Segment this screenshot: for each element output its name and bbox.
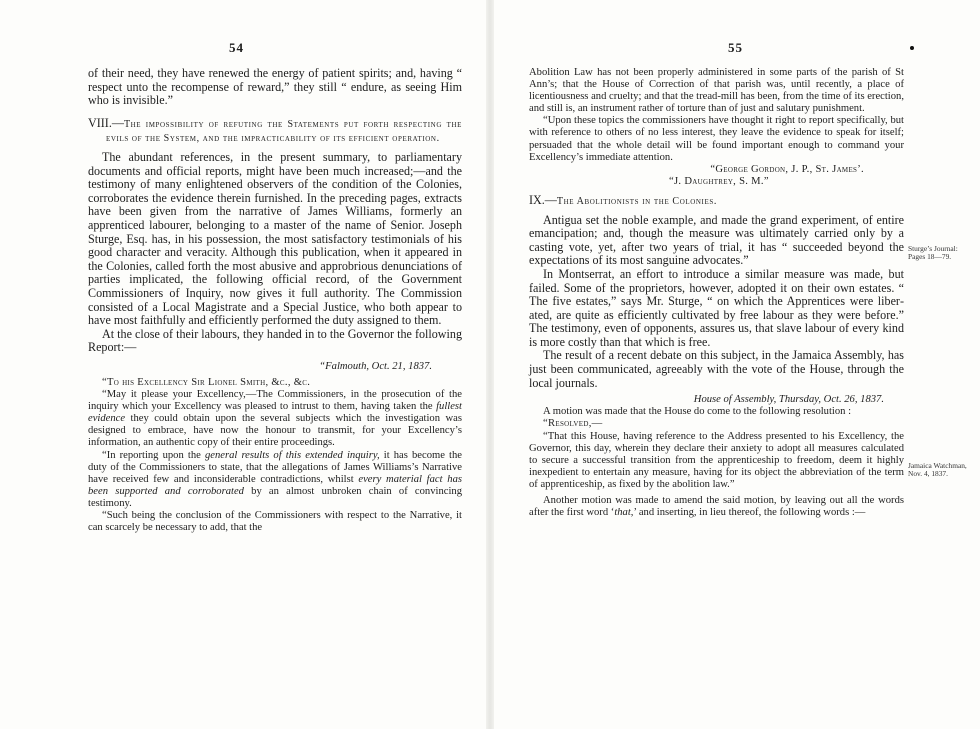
- body-paragraph: The result of a recent debate on this subject, in the Jamaica Assembly, has just been communicated, agreeably with the vote of the House, through the local journals.: [529, 348, 904, 390]
- letter-address: “To his Excellency Sir Lionel Smith, &c., &c.: [102, 376, 311, 388]
- text-run: they could obtain upon the several subjects which the investigation was designed to embrace, have now the honour to transmit, for your Excellency’s information, an authentic copy of their entire proceedings.: [88, 413, 462, 449]
- page-number: 55: [728, 40, 743, 55]
- right-page: [490, 0, 980, 729]
- section-number: VIII.—: [88, 115, 124, 130]
- emphasis: fullest evidence: [88, 401, 462, 425]
- section-heading-viii: [88, 117, 462, 146]
- motion-text: A motion was made that the House do come to the following resolution :: [543, 406, 852, 418]
- body-paragraph: At the close of their labours, they handed in to the Governor the following Report:—: [88, 326, 462, 355]
- letter-paragraph: “Such being the conclusion of the Commissioners with respect to the Narrative, it can scarcely be necessary to add, that the: [88, 510, 462, 534]
- right-text-column: [529, 67, 904, 519]
- body-paragraph: Antigua set the noble example, and made the grand experiment, of entire emancipation; and, though the measure was ultimately carried only by a casting vote, yet, after two years of trial, it has “ succeeded beyond the expectations of its most sanguine advocates.”: [529, 212, 904, 268]
- emphasis: every material fact has been supported and corroborated: [88, 473, 462, 497]
- section-title: The Abolitionists in the Colonies.: [556, 195, 717, 207]
- margin-note-sturge: Sturge’s Journal: Pages 18—79.: [908, 244, 958, 262]
- assembly-dateline: House of Assembly, Thursday, Oct. 26, 1837.: [693, 394, 884, 406]
- letter-continuation: Abolition Law has not been properly administered in some parts of the parish of St Ann’s; that the House of Correction of that parish was, until recently, a place of licentiousness and cruelty; and that the tread-mill has been, from the time of its erection, and still is, an instrument rather of torture than of just and salutary punishment.: [529, 67, 904, 115]
- letter-paragraph: [88, 450, 462, 510]
- section-number: IX.—: [529, 192, 557, 207]
- text-run: “May it please your Excellency,—The Commissioners, in the prosecution of the inquiry which your Excellency was pleased to intrust to them, having taken the: [88, 389, 462, 413]
- left-text-column: [88, 67, 462, 534]
- margin-note-watchman: Jamaica Watchman, Nov. 4, 1837.: [908, 461, 967, 479]
- amendment-text: [529, 495, 904, 519]
- opening-paragraph: of their need, they have renewed the energy of patient spirits; and, having “ respect unto the recompense of reward,” they still “ endure, as seeing Him who is invisible.”: [88, 66, 462, 108]
- letter-dateline: “Falmouth, Oct. 21, 1837.: [319, 360, 432, 372]
- body-paragraph: In Montserrat, an effort to introduce a similar measure was made, but failed. Some of the proprietors, however, adopted it on their own estates. “ The five estates,” says Mr. Sturge, “ on which the Apprentices were liberated, are quite as efficiently cultivated by free labour as they were before.” The testimony, even of opponents, assures us, that slave labour of every kind is more costly than that which is free.: [529, 266, 904, 349]
- emphasis: general results of this extended inquiry,: [204, 449, 380, 461]
- section-title: The impossibility of refuting the Statements put forth respecting the evils of the System, and the impracticability of its efficient operation.: [106, 118, 462, 145]
- signature-daughtrey: “J. Daughtrey, S. M.”: [669, 175, 769, 187]
- ink-speck: [910, 46, 914, 50]
- text-run: it has become the duty of the Commissioners to state, that the allegations of James Williams’s Narrative have received few and inconsiderable contradictions, whilst: [88, 449, 462, 485]
- letter-paragraph: “Upon these topics the commissioners have thought it right to report specifically, but with reference to others of no less interest, they leave the evidence to speak for itself; persuaded that the whole detail will be found important enough to command your Excellency’s immediate attention.: [529, 115, 904, 163]
- page-number: 54: [229, 40, 244, 55]
- text-run: ’ and inserting, in lieu thereof, the following words :—: [633, 507, 866, 519]
- section-heading-ix: [529, 194, 904, 209]
- text-run: by an almost unbroken chain of convincing testimony.: [88, 485, 462, 509]
- text-run: “In reporting upon the: [102, 449, 205, 461]
- body-paragraph: The abundant references, in the present summary, to parliamentary documents and official reports, might have been much increased;—and the testimony of many enlightened observers of the condition of the Colonies, corroborates the evidence therein furnished. In the preceding pages, extracts have been given from the narrative of James Williams, formerly an apprenticed labourer, belonging to a master of the name of Senior. Joseph Sturge, Esq. has, in his possession, the most satisfactory testimonials of his good character and veracity. Although this publication, when it appeared in the Colonies, called forth the most abusive and approbrious denunciations of parties implicated, the following official record, of the Government Commissioners of Inquiry, now gives it full authority. The Commission consisted of a Local Magistrate and a Special Justice, who both appear to have most faithfully and efficiently performed the duty assigned to them.: [88, 149, 462, 328]
- text-run: Another motion was made to amend the said motion, by leaving out all the words after the first word ‘: [529, 495, 904, 519]
- resolution-text: “That this House, having reference to the Address presented to his Excellency, the Governor, this day, wherein they declare their anxiety to adopt all measures calculated to secure a successful transition from the apprenticeship to freedom, deem it highly inexpedient to entertain any measure, having for its object the abbreviation of the term of apprenticeship, as fixed by the abolition law.”: [529, 430, 904, 490]
- emphasis: that,: [614, 507, 634, 519]
- letter-paragraph: [88, 389, 462, 449]
- resolved-label: “Resolved,—: [543, 418, 603, 430]
- signature-gordon: “George Gordon, J. P., St. James’.: [710, 163, 864, 175]
